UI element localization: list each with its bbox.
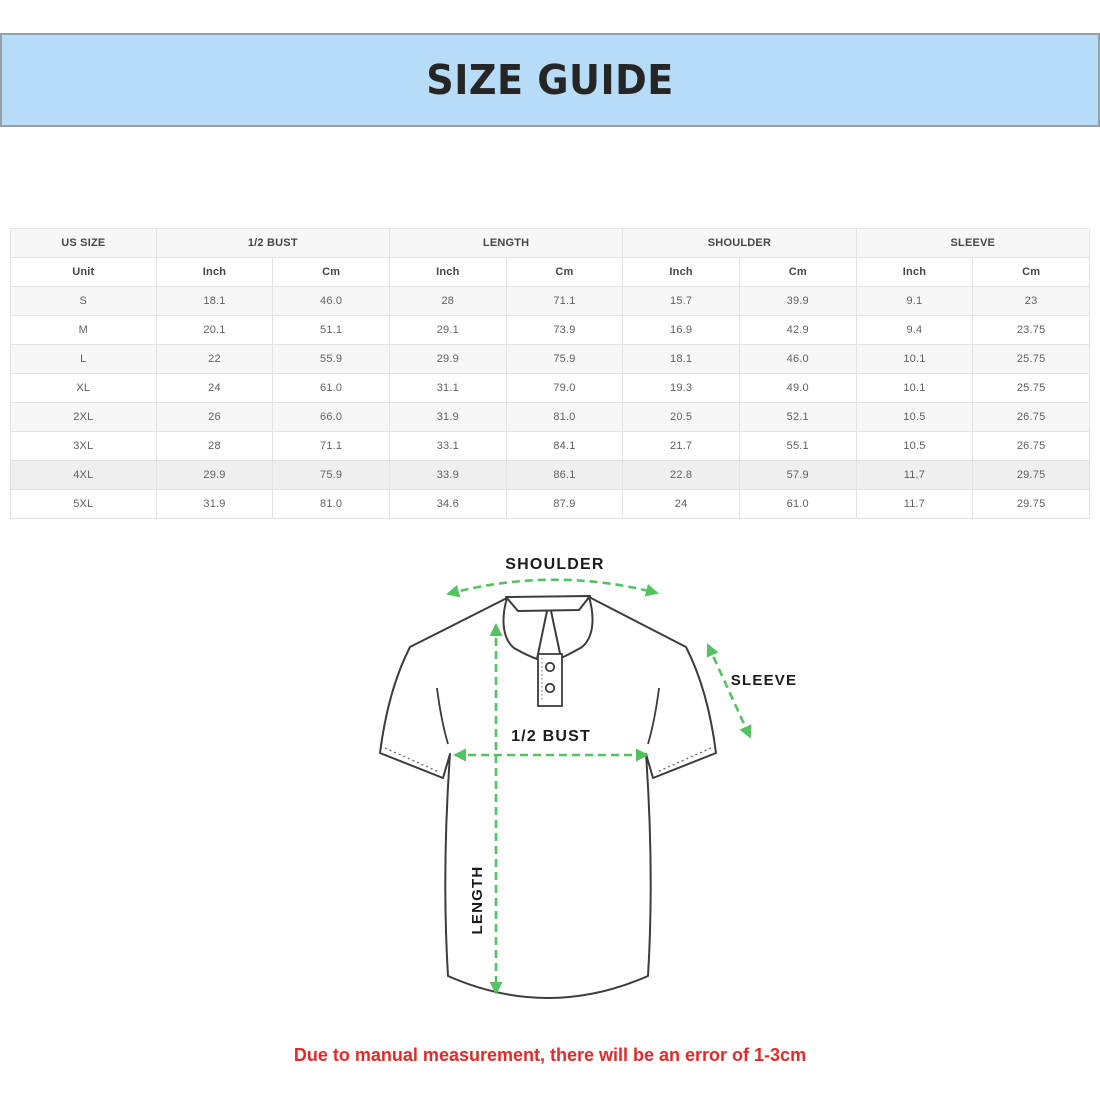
- header-banner: [0, 33, 1100, 127]
- table-cell: 79.0: [506, 374, 623, 403]
- unit-cell: Unit: [11, 258, 157, 287]
- column-header-shoulder: SHOULDER: [623, 229, 856, 258]
- table-cell: S: [11, 287, 157, 316]
- table-cell: 25.75: [973, 345, 1090, 374]
- table-cell: 18.1: [623, 345, 740, 374]
- table-unit-row: [11, 258, 1090, 287]
- table-cell: 52.1: [739, 403, 856, 432]
- unit-cell: Inch: [156, 258, 273, 287]
- table-cell: 18.1: [156, 287, 273, 316]
- table-cell: 20.5: [623, 403, 740, 432]
- table-cell: 29.1: [389, 316, 506, 345]
- table-cell: 9.4: [856, 316, 973, 345]
- table-cell: 28: [156, 432, 273, 461]
- table-cell: 21.7: [623, 432, 740, 461]
- table-cell: 22: [156, 345, 273, 374]
- table-cell: 87.9: [506, 490, 623, 519]
- column-header-half-bust: 1/2 BUST: [156, 229, 389, 258]
- unit-cell: Cm: [273, 258, 390, 287]
- bust-label: 1/2 BUST: [511, 728, 591, 745]
- table-cell: 11.7: [856, 461, 973, 490]
- table-cell: 81.0: [506, 403, 623, 432]
- table-row: [11, 345, 1090, 374]
- table-cell: 5XL: [11, 490, 157, 519]
- table-row: [11, 287, 1090, 316]
- table-cell: 39.9: [739, 287, 856, 316]
- table-row: [11, 490, 1090, 519]
- table-cell: 26.75: [973, 432, 1090, 461]
- table-cell: 75.9: [506, 345, 623, 374]
- table-cell: 33.1: [389, 432, 506, 461]
- unit-cell: Inch: [623, 258, 740, 287]
- table-cell: 46.0: [273, 287, 390, 316]
- table-cell: L: [11, 345, 157, 374]
- length-label: LENGTH: [469, 865, 486, 935]
- table-row: [11, 461, 1090, 490]
- button-top: [546, 663, 554, 671]
- table-cell: 31.1: [389, 374, 506, 403]
- table-row: [11, 374, 1090, 403]
- table-cell: 57.9: [739, 461, 856, 490]
- unit-cell: Inch: [389, 258, 506, 287]
- sleeve-label: SLEEVE: [730, 672, 798, 689]
- table-cell: 75.9: [273, 461, 390, 490]
- table-cell: 3XL: [11, 432, 157, 461]
- table-cell: 20.1: [156, 316, 273, 345]
- table-cell: 66.0: [273, 403, 390, 432]
- table-cell: 26.75: [973, 403, 1090, 432]
- table-cell: 42.9: [739, 316, 856, 345]
- table-cell: 2XL: [11, 403, 157, 432]
- shirt-measurement-diagram: [340, 540, 810, 1050]
- table-cell: M: [11, 316, 157, 345]
- column-header-length: LENGTH: [389, 229, 622, 258]
- column-header-us-size: US SIZE: [11, 229, 157, 258]
- table-cell: 26: [156, 403, 273, 432]
- measurement-error-note: Due to manual measurement, there will be an error of 1-3cm: [293, 1045, 807, 1065]
- table-cell: 31.9: [389, 403, 506, 432]
- table-cell: 55.1: [739, 432, 856, 461]
- size-table-body: [11, 287, 1090, 519]
- table-cell: 29.75: [973, 461, 1090, 490]
- table-cell: 81.0: [273, 490, 390, 519]
- table-cell: 10.1: [856, 374, 973, 403]
- table-cell: 11.7: [856, 490, 973, 519]
- table-cell: 31.9: [156, 490, 273, 519]
- table-cell: 22.8: [623, 461, 740, 490]
- table-cell: 10.5: [856, 403, 973, 432]
- table-row: [11, 316, 1090, 345]
- shoulder-label: SHOULDER: [505, 556, 605, 573]
- table-cell: 10.5: [856, 432, 973, 461]
- table-cell: 10.1: [856, 345, 973, 374]
- size-table: [10, 228, 1090, 519]
- table-cell: 25.75: [973, 374, 1090, 403]
- table-cell: 19.3: [623, 374, 740, 403]
- table-cell: 71.1: [506, 287, 623, 316]
- table-cell: 29.9: [389, 345, 506, 374]
- table-row: [11, 432, 1090, 461]
- table-cell: 4XL: [11, 461, 157, 490]
- table-cell: 49.0: [739, 374, 856, 403]
- table-cell: 23.75: [973, 316, 1090, 345]
- table-cell: 24: [156, 374, 273, 403]
- unit-cell: Inch: [856, 258, 973, 287]
- unit-cell: Cm: [973, 258, 1090, 287]
- sleeve-arrow: [708, 645, 750, 737]
- table-cell: 29.75: [973, 490, 1090, 519]
- collar-band: [506, 596, 590, 611]
- table-cell: 71.1: [273, 432, 390, 461]
- table-cell: 84.1: [506, 432, 623, 461]
- table-cell: 61.0: [273, 374, 390, 403]
- table-cell: 9.1: [856, 287, 973, 316]
- shoulder-arrow: [448, 580, 657, 594]
- table-row: [11, 403, 1090, 432]
- table-cell: 16.9: [623, 316, 740, 345]
- table-cell: XL: [11, 374, 157, 403]
- table-cell: 34.6: [389, 490, 506, 519]
- page-title: SIZE GUIDE: [426, 56, 674, 104]
- button-bottom: [546, 684, 554, 692]
- table-group-header-row: [11, 229, 1090, 258]
- table-cell: 51.1: [273, 316, 390, 345]
- table-cell: 15.7: [623, 287, 740, 316]
- table-cell: 55.9: [273, 345, 390, 374]
- unit-cell: Cm: [739, 258, 856, 287]
- unit-cell: Cm: [506, 258, 623, 287]
- table-cell: 28: [389, 287, 506, 316]
- table-cell: 73.9: [506, 316, 623, 345]
- table-cell: 33.9: [389, 461, 506, 490]
- table-cell: 86.1: [506, 461, 623, 490]
- table-cell: 61.0: [739, 490, 856, 519]
- table-cell: 46.0: [739, 345, 856, 374]
- table-cell: 29.9: [156, 461, 273, 490]
- column-header-sleeve: SLEEVE: [856, 229, 1089, 258]
- table-cell: 24: [623, 490, 740, 519]
- table-cell: 23: [973, 287, 1090, 316]
